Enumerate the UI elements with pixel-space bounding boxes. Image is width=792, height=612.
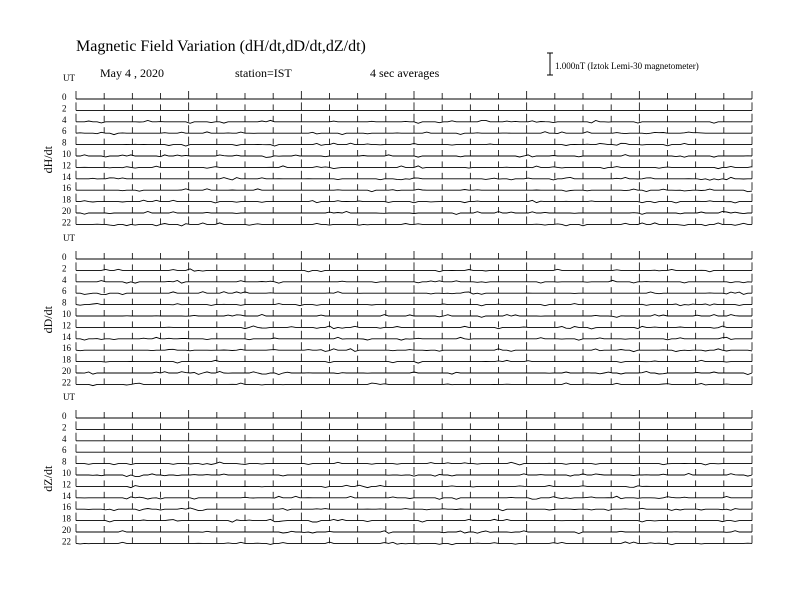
hour-label: 12 [62,479,71,490]
hour-label: 8 [62,297,67,308]
scale-label: 1.000nT (Iztok Lemi-30 magnetometer) [555,61,699,71]
hour-label: 20 [62,525,71,535]
hour-label: 2 [62,263,67,274]
hour-label: 22 [62,377,71,388]
station-label: station=IST [235,66,292,80]
chart-title: Magnetic Field Variation (dH/dt,dD/dt,dZ/dt) [76,38,366,55]
hour-label: 14 [62,171,71,182]
hour-label: 14 [62,490,71,501]
hour-label: 0 [62,252,67,262]
hour-label: 12 [62,320,71,331]
hour-label: 10 [62,309,71,319]
hour-label: 10 [62,149,71,159]
hour-label: 0 [62,92,67,102]
hour-label: 6 [62,126,67,137]
hour-label: 6 [62,286,67,297]
hour-label: 22 [62,536,71,547]
hour-label: 18 [62,194,71,205]
y-axis-label: dH/dt [41,146,55,174]
ut-label: UT [63,233,75,243]
hour-label: 8 [62,456,67,467]
hour-label: 22 [62,217,71,228]
hour-label: 2 [62,103,67,114]
hour-label: 20 [62,366,71,376]
hour-label: 16 [62,183,71,194]
hour-label: 20 [62,206,71,216]
hour-label: 4 [62,274,67,285]
hour-label: 6 [62,445,67,456]
hour-label: 4 [62,114,67,125]
hour-label: 4 [62,433,67,444]
averages-label: 4 sec averages [370,66,440,80]
hour-label: 18 [62,354,71,365]
hour-label: 18 [62,513,71,524]
hour-label: 12 [62,160,71,171]
date-label: May 4 , 2020 [100,66,164,80]
ut-label: UT [63,73,75,83]
y-axis-label: dD/dt [41,306,55,334]
hour-label: 8 [62,137,67,148]
ut-label: UT [63,392,75,402]
hour-label: 10 [62,468,71,478]
hour-label: 14 [62,331,71,342]
y-axis-label: dZ/dt [41,465,55,492]
hour-label: 2 [62,422,67,433]
hour-label: 16 [62,343,71,354]
hour-label: 0 [62,411,67,421]
hour-label: 16 [62,502,71,513]
